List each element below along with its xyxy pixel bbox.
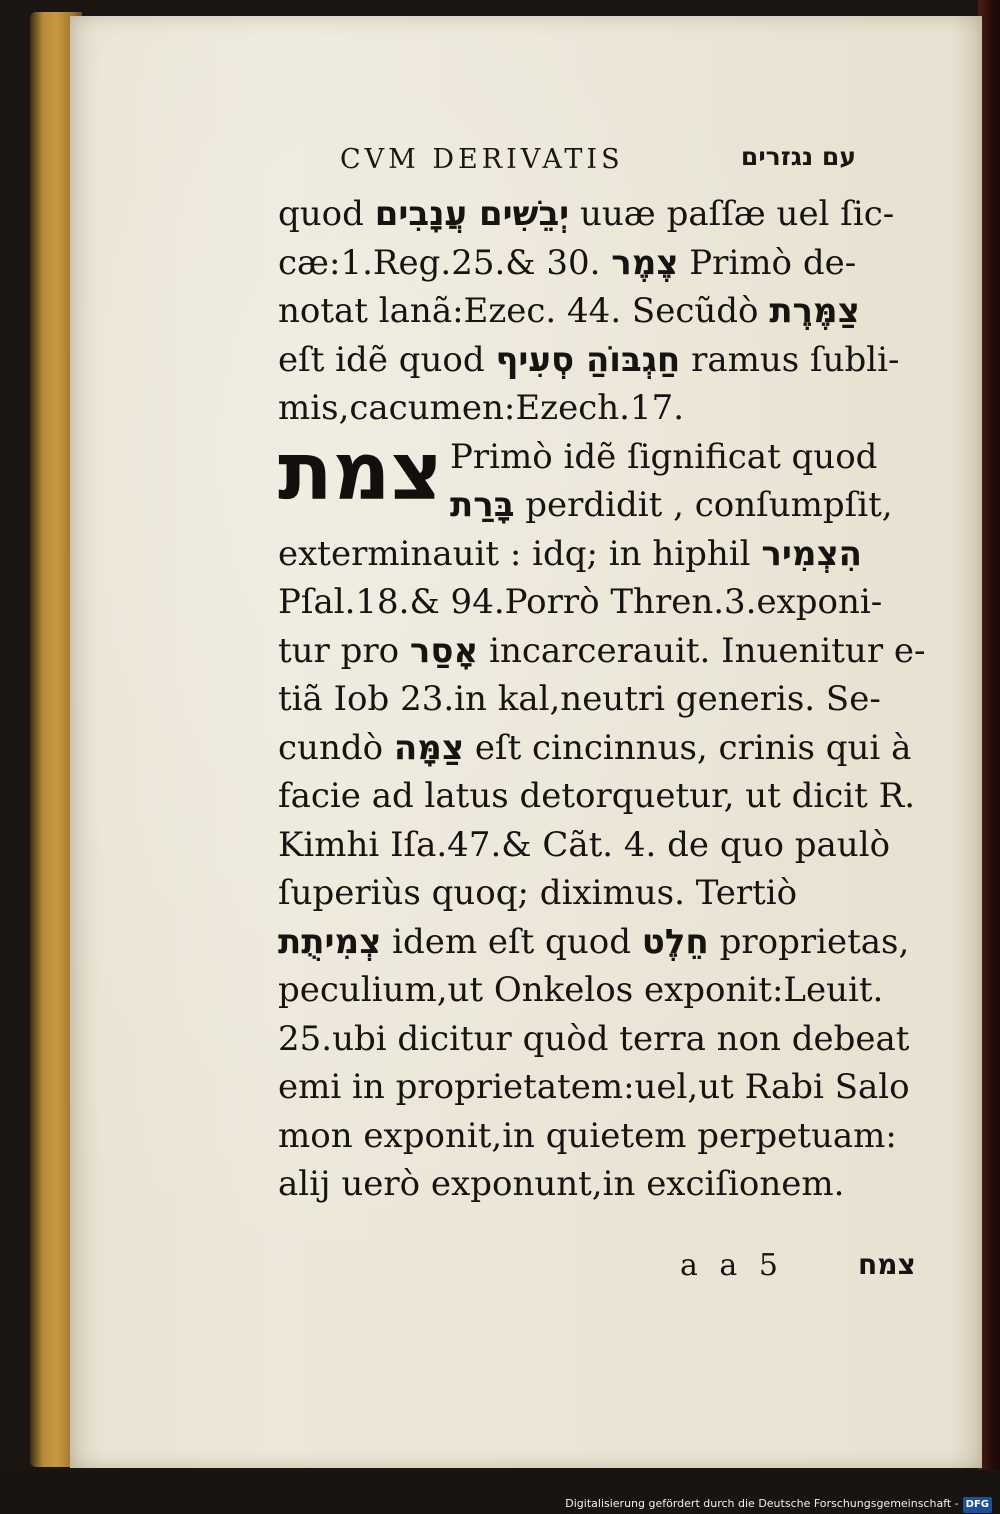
- text-line: [450, 481, 893, 529]
- latin-text: facie ad latus detorquetur, ut dicit R.: [278, 776, 916, 816]
- text-line: [278, 1063, 910, 1111]
- latin-text: mis,cacumen:Ezech.17.: [278, 388, 685, 428]
- funding-banner-text: Digitalisierung gefördert durch die Deutsche Forschungsgemeinschaft -: [565, 1497, 959, 1510]
- latin-text: tur pro: [278, 630, 410, 671]
- catchword: צמח: [858, 1248, 916, 1281]
- latin-text: peculium,ut Onkelos exponit:Leuit.: [278, 970, 884, 1010]
- hebrew-word: צְמִיתֻת: [278, 921, 382, 962]
- hebrew-word: חֵלֶט: [641, 921, 709, 962]
- latin-text: Primò idẽ ſignificat quod: [450, 436, 878, 477]
- text-line: [278, 384, 684, 432]
- latin-text: cæ:1.Reg.25.& 30.: [278, 242, 612, 283]
- dfg-logo: DFG: [963, 1497, 992, 1513]
- text-line: [278, 772, 915, 820]
- text-line: [450, 433, 877, 481]
- latin-text: eſt cincinnus, crinis qui à: [464, 727, 912, 768]
- funding-banner: [565, 1496, 992, 1512]
- running-head-hebrew: עם נגזרים: [740, 142, 856, 171]
- text-line: [278, 675, 881, 723]
- latin-text: alij uerò exponunt,in exciſionem.: [278, 1164, 845, 1204]
- hebrew-word: בָּרַת: [450, 485, 515, 525]
- latin-text: incarcerauit. Inuenitur e-: [478, 630, 926, 671]
- text-line: [278, 1160, 844, 1208]
- text-line: [278, 966, 883, 1014]
- text-line: [278, 869, 797, 917]
- running-head-latin: CVM DERIVATIS: [340, 144, 624, 175]
- latin-text: perdidit , conſumpſit,: [514, 485, 893, 525]
- text-line: [278, 1112, 897, 1160]
- latin-text: quod: [278, 194, 375, 234]
- hebrew-word: אָסַר: [409, 630, 479, 671]
- hebrew-word: צֶמֶר: [611, 242, 679, 283]
- latin-text: Primò de-: [678, 242, 857, 283]
- text-line: [278, 336, 899, 384]
- hebrew-word: יְבֵשִׁים עֲנָבִים: [374, 194, 570, 234]
- latin-text: Pſal.18.& 94.Porrò Thren.3.exponi-: [278, 582, 883, 622]
- text-line: [278, 724, 911, 772]
- hebrew-word: צַמֶּרֶת: [769, 291, 860, 331]
- latin-text: cundò: [278, 727, 394, 768]
- latin-text: emi in proprietatem:uel,ut Rabi Salo: [278, 1067, 910, 1107]
- latin-text: proprietas,: [708, 921, 910, 962]
- latin-text: eſt idẽ quod: [278, 339, 496, 380]
- hebrew-word: הִצְמִיר: [761, 533, 862, 574]
- text-line: [278, 918, 909, 966]
- initial-hebrew-word: צמת: [278, 425, 443, 518]
- latin-text: Kimhi Iſa.47.& Cãt. 4. de quo paulò: [278, 824, 891, 865]
- text-line: [278, 190, 894, 238]
- text-line: [278, 821, 890, 869]
- text-line: [278, 530, 862, 578]
- latin-text: ramus ſubli-: [680, 339, 900, 380]
- hebrew-word: חַגְבּוֹהַ סְעִיף: [495, 339, 681, 380]
- text-line: [278, 578, 882, 626]
- latin-text: ſuperiùs quoq; diximus. Tertiò: [278, 873, 798, 913]
- latin-text: tiã Iob 23.in kal,neutri generis. Se-: [278, 679, 881, 719]
- latin-text: 25.ubi dicitur quòd terra non debeat: [278, 1018, 910, 1059]
- text-line: [278, 627, 926, 675]
- latin-text: notat lanã:Ezec. 44. Secũdò: [278, 291, 770, 331]
- signature-mark: a a 5: [680, 1248, 784, 1283]
- latin-text: mon exponit,in quietem perpetuam:: [278, 1115, 897, 1156]
- latin-text: exterminauit : idq; in hiphil: [278, 533, 762, 574]
- page-footer: [278, 1248, 938, 1296]
- latin-text: idem eſt quod: [381, 921, 642, 962]
- running-head: [340, 140, 920, 180]
- hebrew-word: צַמָּה: [393, 727, 465, 768]
- latin-text: uuæ paſſæ uel ſic-: [569, 194, 895, 234]
- text-line: [278, 287, 860, 335]
- text-line: [278, 239, 856, 287]
- text-line: [278, 1015, 909, 1063]
